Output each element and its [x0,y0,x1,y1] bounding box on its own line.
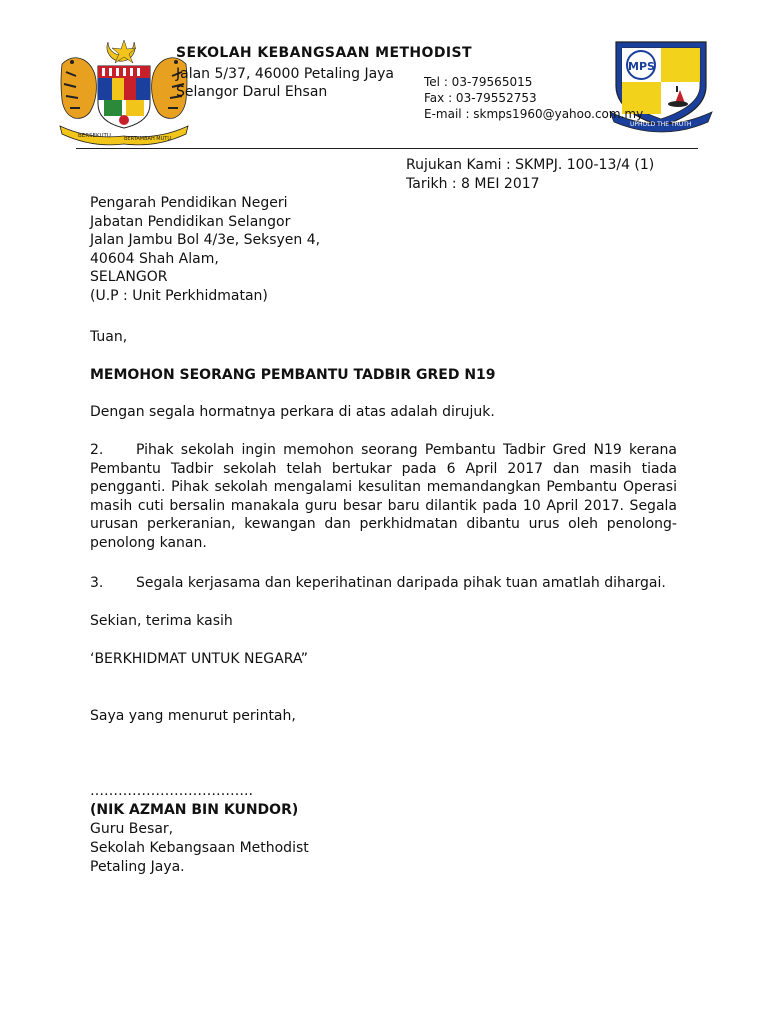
signatory-city: Petaling Jaya. [90,859,185,875]
recipient-line: Jabatan Pendidikan Selangor [90,213,291,230]
recipient-line: (U.P : Unit Perkhidmatan) [90,287,268,304]
recipient-line: 40604 Shah Alam, [90,250,219,267]
yours-faithfully: Saya yang menurut perintah, [90,708,296,724]
paragraph-2 [90,441,677,553]
recipient-line: SELANGOR [90,269,168,286]
school-address-line1: Jalan 5/37, 46000 Petaling Jaya [176,66,395,82]
telephone: Tel : 03-79565015 [424,75,533,89]
motto: ‘BERKHIDMAT UNTUK NEGARA” [90,651,308,667]
coat-of-arms-logo [54,36,194,146]
email: E-mail : skmps1960@yahoo.com.my [424,107,644,121]
closing: Sekian, terima kasih [90,613,233,629]
signatory-school: Sekolah Kebangsaan Methodist [90,840,309,856]
signatory-name: (NIK AZMAN BIN KUNDOR) [90,802,299,818]
opening-line: Dengan segala hormatnya perkara di atas adalah dirujuk. [90,404,495,420]
recipient-line: Jalan Jambu Bol 4/3e, Seksyen 4, [90,232,321,249]
letterhead-divider [76,148,698,149]
signature-line: …………………………….. [90,783,253,799]
left-tiger-icon [61,58,96,119]
school-name: SEKOLAH KEBANGSAAN METHODIST [176,45,472,61]
recipient-line: Pengarah Pendidikan Negeri [90,195,288,211]
arms-scroll-left-text: BERSEKUTU [78,133,111,139]
letter-subject: MEMOHON SEORANG PEMBANTU TADBIR GRED N19 [90,367,496,383]
letter-date: Tarikh : 8 MEI 2017 [406,176,540,192]
fax: Fax : 03-79552753 [424,91,537,105]
paragraph-3 [90,574,677,593]
recipient-address [90,194,320,306]
school-address-line2: Selangor Darul Ehsan [176,84,328,100]
paragraph-number: 2. [90,442,104,458]
paragraph-text: Pihak sekolah ingin memohon seorang Pembantu Tadbir Gred N19 kerana Pembantu Tadbir sekolah telah bertukar pada 6 April 2017 dan masih tiada pengganti. Pihak sekolah mengalami kesulitan memandangkan Pembantu Operasi masih cuti bersalin manakala guru besar baru dilantik pada 10 April 2017. Segala urusan perkeranian, kewangan dan perkhidmatan dibantu urus oleh penolong-penolong kanan. [90,442,677,551]
paragraph-number: 3. [90,575,104,591]
salutation: Tuan, [90,329,128,345]
arms-scroll-right-text: BERTAMBAH MUTU [124,136,171,142]
crest-motto: UPHOLD THE TRUTH [630,121,692,128]
reference-number: Rujukan Kami : SKMPJ. 100-13/4 (1) [406,157,655,173]
paragraph-text: Segala kerjasama dan keperihatinan daripada pihak tuan amatlah dihargai. [136,575,666,591]
crest-initials: MPS [628,60,655,73]
signatory-title: Guru Besar, [90,821,174,837]
